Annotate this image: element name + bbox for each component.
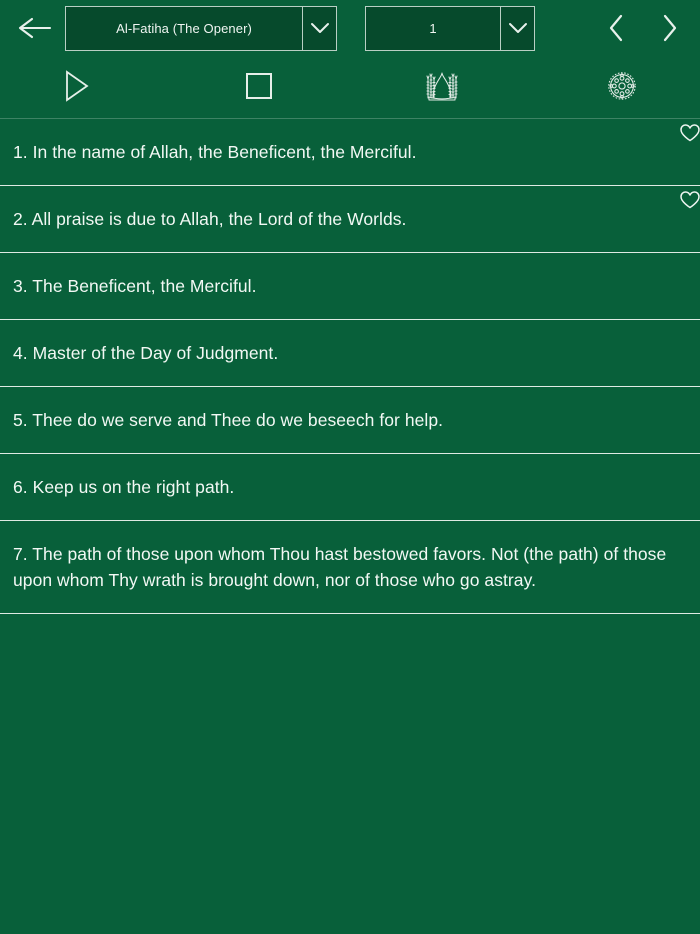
verse-text: 6. Keep us on the right path.	[13, 477, 235, 497]
play-icon	[62, 69, 92, 103]
verse-text: 4. Master of the Day of Judgment.	[13, 343, 279, 363]
table-row[interactable]	[0, 320, 700, 387]
selector-group	[64, 6, 572, 51]
arrow-left-icon	[16, 15, 56, 41]
heart-outline-icon[interactable]	[679, 190, 700, 214]
verse-text: 2. All praise is due to Allah, the Lord of the Worlds.	[13, 209, 407, 229]
verse-text: 7. The path of those upon whom Thou hast bestowed favors. Not (the path) of those upon whom Thy wrath is brought down, nor of those who go astray.	[13, 544, 667, 590]
play-button[interactable]	[47, 60, 107, 112]
table-row[interactable]	[0, 454, 700, 521]
surah-select-value: Al-Fatiha (The Opener)	[116, 20, 252, 36]
media-toolbar	[0, 56, 700, 118]
top-bar	[0, 0, 700, 56]
verse-select[interactable]	[365, 6, 535, 51]
back-button[interactable]	[8, 6, 64, 50]
table-row[interactable]	[0, 119, 700, 186]
chevron-down-icon[interactable]	[500, 7, 534, 50]
next-button[interactable]	[650, 6, 690, 50]
previous-button[interactable]	[596, 6, 636, 50]
verse-text: 5. Thee do we serve and Thee do we beseech for help.	[13, 410, 444, 430]
mosque-button[interactable]	[412, 60, 472, 112]
stop-button[interactable]	[229, 60, 289, 112]
table-row[interactable]	[0, 387, 700, 454]
chevron-right-icon	[658, 12, 682, 44]
verse-text: 1. In the name of Allah, the Beneficent, the Merciful.	[13, 142, 417, 162]
verse-select-value: 1	[429, 20, 437, 36]
gear-icon	[606, 70, 638, 102]
chevron-down-icon[interactable]	[302, 7, 336, 50]
mosque-icon	[422, 68, 462, 104]
stop-icon	[245, 72, 273, 100]
verse-text: 3. The Beneficent, the Merciful.	[13, 276, 257, 296]
table-row[interactable]	[0, 521, 700, 614]
heart-outline-icon[interactable]	[679, 123, 700, 147]
table-row[interactable]	[0, 253, 700, 320]
verse-list[interactable]	[0, 118, 700, 934]
settings-button[interactable]	[592, 60, 652, 112]
chevron-left-icon	[604, 12, 628, 44]
navigation-chevrons	[596, 6, 690, 50]
surah-select[interactable]	[65, 6, 337, 51]
table-row[interactable]	[0, 186, 700, 253]
